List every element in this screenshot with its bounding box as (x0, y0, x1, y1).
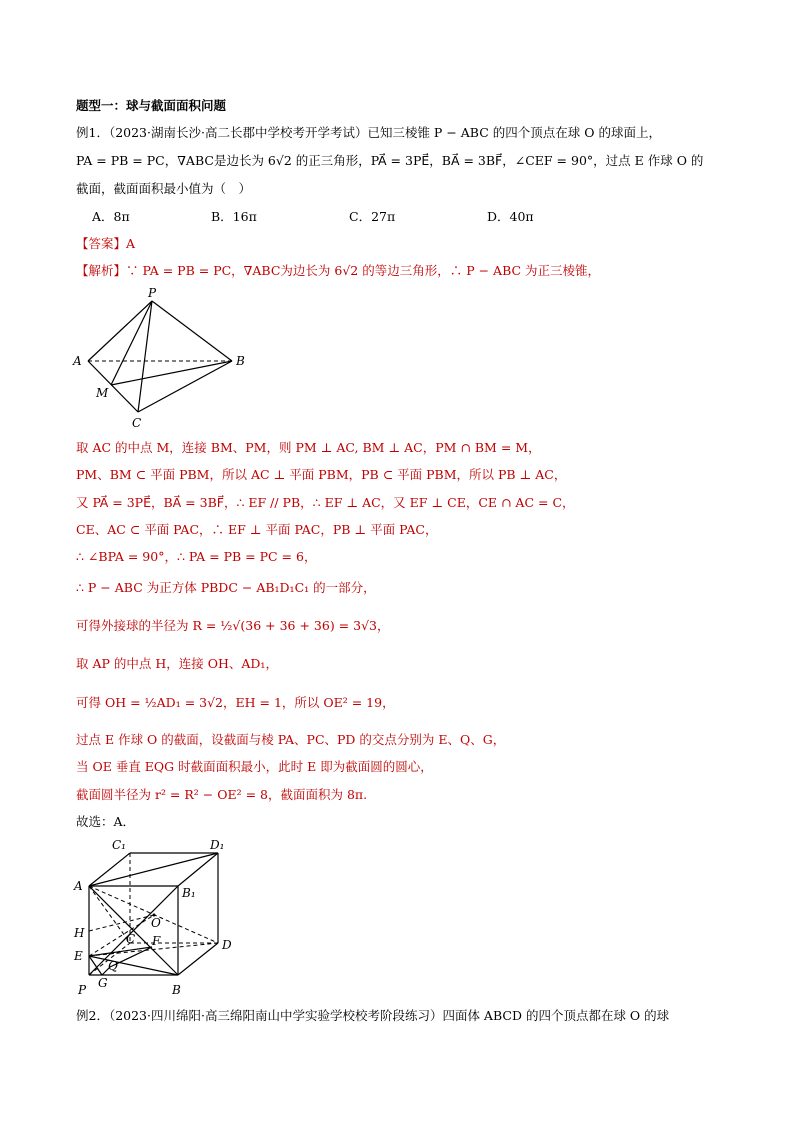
edge-bc (138, 361, 232, 412)
solution-line-1: 取 AC 的中点 M，连接 BM、PM，则 PM ⊥ AC, BM ⊥ AC，PM ∩ BM = M， (76, 440, 541, 455)
solution-line-2: PM、BM ⊂ 平面 PBM，所以 AC ⊥ 平面 PBM，PB ⊂ 平面 PBM，所以 PB ⊥ AC， (76, 467, 567, 482)
label-c: C (126, 932, 136, 946)
analysis-line: 【解析】∵ PA = PB = PC，∇ABC为边长为 6√2 的等边三角形，∴ P − ABC 为正三棱锥， (76, 263, 601, 278)
solution-line-8: 取 AP 的中点 H，连接 OH、AD₁， (76, 656, 278, 671)
label-d: D (222, 938, 232, 952)
line-e-o (89, 915, 154, 956)
label-a: A (74, 879, 83, 893)
example1-line-3: 截面，截面面积最小值为（ ） (76, 181, 252, 196)
example1-line-2: PA = PB = PC，∇ABC是边长为 6√2 的正三角形，PA⃗ = 3PE⃗，BA⃗ = 3BF⃗，∠CEF = 90°，过点 E 作球 O 的 (76, 153, 704, 168)
edge-pm (111, 301, 152, 385)
solution-line-6: ∴ P − ABC 为正方体 PBDC − AB₁D₁C₁ 的一部分， (76, 580, 376, 595)
line-h-o (89, 915, 154, 931)
label-h: H (74, 926, 85, 940)
label-q: Q (108, 959, 118, 973)
pyramid-figure (66, 285, 266, 435)
label-b1: B₁ (182, 886, 196, 900)
label-p: P (78, 983, 87, 997)
label-m: M (96, 386, 109, 400)
label-p: P (148, 286, 157, 300)
solution-line-10: 过点 E 作球 O 的截面，设截面与棱 PA、PC、PD 的交点分别为 E、Q、G， (76, 732, 506, 747)
label-e: E (74, 949, 83, 963)
label-f: F (152, 934, 161, 948)
edge-pc (138, 301, 152, 412)
edge-pb (152, 301, 232, 361)
label-c: C (132, 416, 142, 430)
example1-line-1: 例1．（2023·湖南长沙·高二长郡中学校考开学考试）已知三棱锥 P − ABC 的四个顶点在球 O 的球面上， (76, 125, 661, 140)
section-title: 题型一：球与截面面积问题 (76, 98, 227, 113)
solution-line-3: 又 PA⃗ = 3PE⃗，BA⃗ = 3BF⃗，∴ EF // PB，∴ EF ⊥ AC，又 EF ⊥ CE，CE ∩ AC = C， (76, 495, 575, 510)
solution-line-5: ∴ ∠BPA = 90°，∴ PA = PB = PC = 6， (76, 549, 317, 564)
label-o: O (151, 916, 161, 930)
option-a: A．8π (92, 209, 130, 224)
label-a: A (73, 354, 82, 368)
solution-line-11: 当 OE 垂直 EQG 时截面面积最小，此时 E 即为截面圆的圆心， (76, 759, 433, 774)
edge-pa (88, 301, 152, 361)
edge-bm (111, 361, 232, 385)
option-b: B．16π (211, 209, 257, 224)
option-c: C．27π (349, 209, 396, 224)
label-g: G (98, 976, 108, 990)
line-e-b (89, 956, 178, 975)
solution-line-7: 可得外接球的半径为 R = ½√(36 + 36 + 36) = 3√3， (76, 618, 390, 633)
label-b: B (172, 983, 181, 997)
answer-line: 【答案】A (76, 236, 136, 251)
solution-line-4: CE、AC ⊂ 平面 PAC，∴ EF ⊥ 平面 PAC，PB ⊥ 平面 PAC， (76, 522, 438, 537)
example2-line-1: 例2．（2023·四川绵阳·高三绵阳南山中学实验学校校考阶段练习）四面体 ABCD 的四个顶点都在球 O 的球 (76, 1008, 670, 1023)
solution-line-9: 可得 OH = ½AD₁ = 3√2，EH = 1，所以 OE² = 19， (76, 695, 395, 710)
cube-figure (66, 835, 246, 1000)
edge-b-d (178, 943, 218, 975)
label-d1: D₁ (210, 838, 225, 852)
label-c1: C₁ (112, 838, 126, 852)
label-b: B (236, 354, 245, 368)
solution-conclusion: 故选：A． (76, 814, 136, 829)
solution-line-12: 截面圆半径为 r² = R² − OE² = 8，截面面积为 8π. (76, 787, 368, 802)
option-d: D．40π (487, 209, 534, 224)
